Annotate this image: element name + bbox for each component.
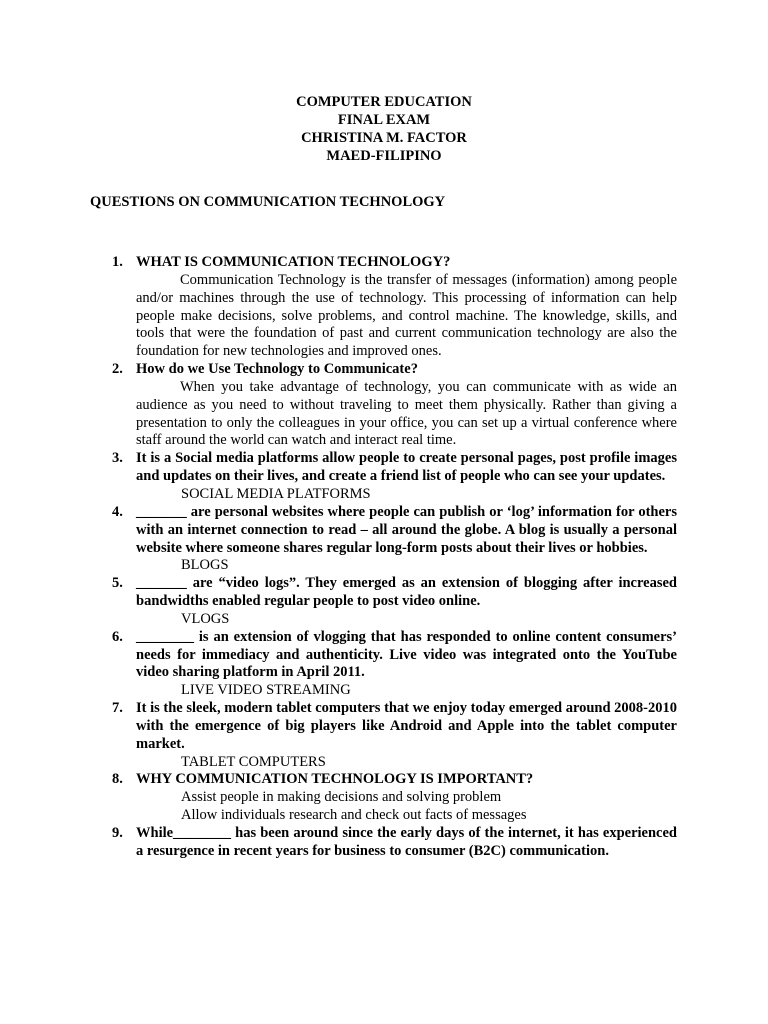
question-text: _______ are personal websites where people can publish or ‘log’ information for others with an internet connection to read – all around the globe. A blog is usually a personal website where someone shares regular long-form posts about their lives or hobbies. [136,503,677,556]
question-item-2 [112,361,677,450]
question-number: 3. [112,450,123,467]
question-text: How do we Use Technology to Communicate? [136,361,418,378]
question-text: It is a Social media platforms allow people to create personal pages, post profile images and updates on their lives, and create a friend list of people who can see your updates. [136,450,677,485]
question-item-1 [112,254,677,361]
answer-text: When you take advantage of technology, you can communicate with as wide an audience as you need to without traveling to meet them physically. Rather than giving a presentation to only the colleagues in your office, you can set up a virtual conference where staff around the world can watch and interact real time. [136,378,677,449]
question-item-6 [112,629,677,700]
student-name: CHRISTINA M. FACTOR [301,130,467,146]
section-title: QUESTIONS ON COMMUNICATION TECHNOLOGY [90,194,446,210]
question-item-9 [112,825,677,861]
question-text: While________ has been around since the early days of the internet, it has experienced a resurgence in recent years for business to consumer (B2C) communication. [136,825,677,859]
document-header [0,93,768,165]
question-item-3 [112,450,677,504]
question-number: 4. [112,503,123,520]
answer-text: Assist people in making decisions and solving problem [181,789,502,806]
answer-text: TABLET COMPUTERS [181,753,326,770]
exam-title: FINAL EXAM [337,112,431,128]
question-text: WHAT IS COMMUNICATION TECHNOLOGY? [136,254,451,270]
question-text: It is the sleek, modern tablet computers that we enjoy today emerged around 2008-2010 with the emergence of big players like Android and Apple into the tablet computer market. [136,700,678,752]
question-text: ________ is an extension of vlogging that has responded to online content consumers’ needs for immediacy and authenticity. Live video was integrated onto the YouTube video sharing platform in April 2011. [136,628,677,681]
program-name: MAED-FILIPINO [326,148,442,164]
answer-text: BLOGS [181,557,229,574]
answer-text: LIVE VIDEO STREAMING [181,682,351,699]
question-item-8 [112,771,677,825]
answer-text: Communication Technology is the transfer of messages (information) among people and/or machines through the use of technology. This processing of information can help people make decisions, solve problems, and control machine. The knowledge, skills, and tools that were the foundation of past and current communication technology are also the foundation for new technologies and improved ones. [136,271,677,360]
answer-text: VLOGS [181,610,230,627]
question-number: 8. [112,771,123,788]
question-text: WHY COMMUNICATION TECHNOLOGY IS IMPORTANT? [136,771,534,788]
course-title: COMPUTER EDUCATION [296,94,472,110]
question-number: 9. [112,825,123,841]
answer-text: SOCIAL MEDIA PLATFORMS [181,485,371,502]
question-number: 6. [112,628,123,645]
question-number: 2. [112,361,123,378]
question-item-4 [112,504,677,575]
question-item-7 [112,700,677,771]
question-item-5 [112,575,677,629]
question-text: _______ are “video logs”. They emerged as an extension of blogging after increased bandwidths enabled regular people to post video online. [136,575,677,610]
question-list [112,254,677,861]
answer-text: Allow individuals research and check out facts of messages [181,807,527,824]
question-number: 7. [112,700,123,717]
question-number: 5. [112,575,123,592]
question-number: 1. [112,254,123,270]
